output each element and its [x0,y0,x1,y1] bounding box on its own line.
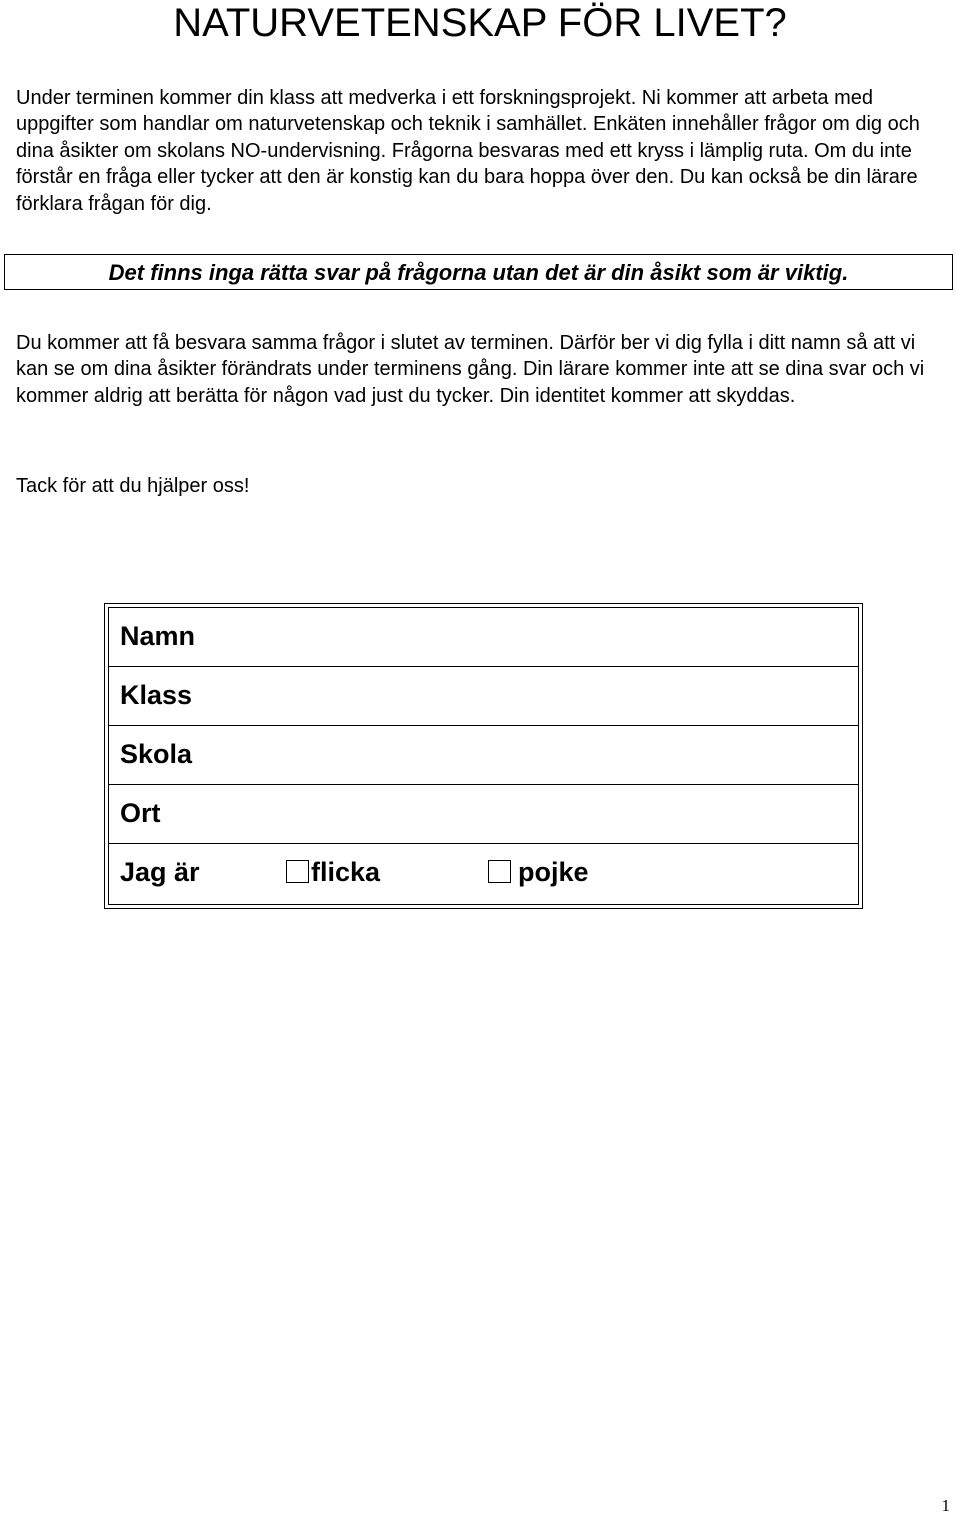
school-label: Skola [120,739,193,769]
thanks-text: Tack för att du hjälper oss! [16,475,250,497]
gender-label: Jag är [120,857,200,887]
student-info-form-inner [108,607,859,905]
name-label: Namn [120,621,196,651]
intro-paragraph: Under terminen kommer din klass att medverka i ett forskningsprojekt. Ni kommer att arbeta med uppgifter som handlar om naturvetenskap och teknik i samhället. Enkäten innehåller frågor om dig och dina åsikter om skolans NO-undervisning. Frågorna besvaras med ett kryss i lämplig ruta. Om du inte förstår en fråga eller tycker att den är konstig kan du bara hoppa över den. Du kan också be din lärare förklara frågan för dig. [16,87,920,215]
student-info-form [104,603,863,909]
girl-checkbox[interactable] [286,860,309,883]
class-row[interactable] [109,667,858,726]
page-title: NATURVETENSKAP FÖR LIVET? [173,1,787,45]
outro-paragraph: Du kommer att få besvara samma frågor i slutet av terminen. Därför ber vi dig fylla i ditt namn så att vi kan se om dina åsikter förändrats under terminens gång. Din lärare kommer inte att se dina svar och vi kommer aldrig att berätta för någon vad just du tycker. Din identitet kommer att skyddas. [16,332,925,407]
school-row[interactable] [109,726,858,785]
boy-option-label: pojke [518,857,589,887]
name-row[interactable] [109,608,858,667]
notice-box [4,254,953,290]
boy-checkbox[interactable] [488,860,511,883]
place-row[interactable] [109,785,858,844]
girl-option-label: flicka [311,857,381,887]
gender-row [109,844,858,903]
page-number: 1 [941,1496,950,1515]
notice-text: Det finns inga rätta svar på frågorna utan det är din åsikt som är viktig. [108,260,849,285]
place-label: Ort [120,798,161,828]
class-label: Klass [120,680,193,710]
